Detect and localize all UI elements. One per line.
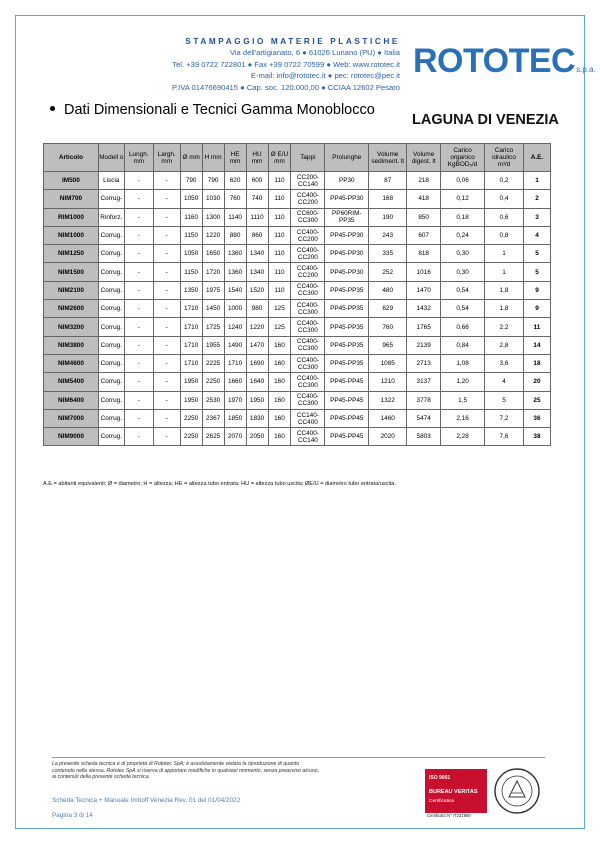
table-cell: 1450 [202, 300, 224, 318]
table-cell: - [153, 172, 180, 190]
table-cell: 5 [523, 263, 550, 281]
table-cell: 3 [523, 208, 550, 226]
table-cell: 25 [523, 391, 550, 409]
table-cell: 5 [485, 391, 524, 409]
table-cell: 0,06 [441, 172, 485, 190]
table-cell: 160 [268, 336, 291, 354]
table-cell: Corrug. [98, 391, 124, 409]
table-cell: 0,66 [441, 318, 485, 336]
table-cell: - [153, 336, 180, 354]
table-cell: 818 [407, 245, 441, 263]
table-cell: 243 [369, 226, 407, 244]
table-cell: CC400-CC300 [291, 281, 325, 299]
table-cell: 1460 [369, 409, 407, 427]
table-cell: 1360 [224, 245, 246, 263]
table-cell: 1725 [202, 318, 224, 336]
table-cell: 1975 [202, 281, 224, 299]
table-row [44, 409, 551, 427]
table-cell: 1950 [246, 391, 268, 409]
table-cell: - [153, 373, 180, 391]
table-cell: 2,8 [485, 336, 524, 354]
table-row [44, 336, 551, 354]
table-cell: 4 [485, 373, 524, 391]
table-cell: 1030 [202, 190, 224, 208]
table-cell: 160 [268, 428, 291, 446]
article-cell: NIM3800 [44, 336, 99, 354]
table-row [44, 190, 551, 208]
table-cell: 1016 [407, 263, 441, 281]
table-cell: Liscia [98, 172, 124, 190]
company-header [160, 36, 400, 93]
table-cell: 2,16 [441, 409, 485, 427]
bullet-icon [50, 106, 55, 111]
table-cell: 1710 [180, 336, 202, 354]
table-cell: 1,5 [441, 391, 485, 409]
table-cell: 20 [523, 373, 550, 391]
table-cell: 1710 [180, 354, 202, 372]
table-cell: - [124, 263, 153, 281]
table-cell: 2250 [180, 409, 202, 427]
table-cell: 38 [523, 428, 550, 446]
table-cell: 1490 [224, 336, 246, 354]
table-cell: 1350 [180, 281, 202, 299]
table-cell: 0,54 [441, 281, 485, 299]
table-cell: 0,12 [441, 190, 485, 208]
col-header: Volume sediment. lt [369, 144, 407, 172]
table-cell: CC400-CC200 [291, 245, 325, 263]
table-cell: 1240 [224, 318, 246, 336]
table-cell: Corrug- [98, 190, 124, 208]
table-cell: PP45-PP35 [325, 318, 369, 336]
table-cell: 790 [202, 172, 224, 190]
article-cell: NIM2600 [44, 300, 99, 318]
table-cell: 1470 [407, 281, 441, 299]
table-cell: 1640 [246, 373, 268, 391]
table-row [44, 281, 551, 299]
table-cell: 1950 [180, 391, 202, 409]
table-cell: 1710 [224, 354, 246, 372]
table-cell: CC400-CC300 [291, 336, 325, 354]
page-subtitle: LAGUNA DI VENEZIA [412, 112, 559, 128]
table-cell: 480 [369, 281, 407, 299]
article-cell: NIM1250 [44, 245, 99, 263]
col-header: Ø E/U mm [268, 144, 291, 172]
table-cell: Corrug. [98, 318, 124, 336]
table-cell: 0,8 [485, 226, 524, 244]
table-cell: 0,54 [441, 300, 485, 318]
table-cell: PP45-PP35 [325, 300, 369, 318]
table-cell: PP45-PP45 [325, 428, 369, 446]
table-cell: 1210 [369, 373, 407, 391]
table-cell: 160 [268, 409, 291, 427]
table-cell: 7,2 [485, 409, 524, 427]
col-header: Volume digest. lt [407, 144, 441, 172]
table-cell: 218 [407, 172, 441, 190]
table-cell: 1650 [202, 245, 224, 263]
table-cell: 252 [369, 263, 407, 281]
table-cell: 14 [523, 336, 550, 354]
table-cell: 1150 [180, 263, 202, 281]
col-header: Carico organico KgBOD₅/d [441, 144, 485, 172]
table-cell: - [124, 208, 153, 226]
table-cell: 2625 [202, 428, 224, 446]
table-cell: 880 [224, 226, 246, 244]
table-cell: 2,2 [485, 318, 524, 336]
table-cell: - [124, 354, 153, 372]
table-cell: CC400-CC200 [291, 190, 325, 208]
table-cell: 0,18 [441, 208, 485, 226]
table-cell: 0,30 [441, 263, 485, 281]
col-header: Lungh. mm [124, 144, 153, 172]
table-cell: 3,6 [485, 354, 524, 372]
table-cell: 760 [224, 190, 246, 208]
table-cell: 1,8 [485, 281, 524, 299]
table-cell: CC140-CC400 [291, 409, 325, 427]
table-cell: 110 [268, 245, 291, 263]
table-cell: - [153, 391, 180, 409]
table-cell: 2070 [224, 428, 246, 446]
table-cell: 110 [268, 208, 291, 226]
col-header: Largh. mm [153, 144, 180, 172]
company-fiscal: P.IVA 01476690415 ● Cap. soc. 120.000,00 ● CCIAA 12602 Pesaro [171, 82, 400, 92]
table-cell: 110 [268, 226, 291, 244]
table-cell: PP45-PP30 [325, 190, 369, 208]
col-header: Tappi [291, 144, 325, 172]
table-cell: 850 [407, 208, 441, 226]
table-cell: 1050 [180, 245, 202, 263]
table-cell: 0,84 [441, 336, 485, 354]
table-cell: PP60RIM-PP35 [325, 208, 369, 226]
document-reference: Scheda Tecnica + Manuale Imhoff Venezia Rev. 01 del 01/04/2022 [52, 797, 241, 804]
table-cell: 18 [523, 354, 550, 372]
table-cell: 2050 [246, 428, 268, 446]
table-cell: 965 [369, 336, 407, 354]
col-header: H mm [202, 144, 224, 172]
article-cell: NIM2100 [44, 281, 99, 299]
table-cell: - [124, 245, 153, 263]
table-cell: 629 [369, 300, 407, 318]
table-cell: 0,30 [441, 245, 485, 263]
table-cell: 3137 [407, 373, 441, 391]
table-cell: - [124, 226, 153, 244]
table-cell: Corrug. [98, 226, 124, 244]
table-row [44, 172, 551, 190]
table-cell: 1540 [224, 281, 246, 299]
table-cell: 0,24 [441, 226, 485, 244]
table-cell: PP45-PP30 [325, 226, 369, 244]
table-cell: 5474 [407, 409, 441, 427]
table-cell: Corrug. [98, 245, 124, 263]
table-cell: 1300 [202, 208, 224, 226]
table-cell: 1000 [224, 300, 246, 318]
table-row [44, 391, 551, 409]
table-cell: 2020 [369, 428, 407, 446]
col-header: Prolunghe [325, 144, 369, 172]
table-cell: 110 [268, 263, 291, 281]
table-cell: - [153, 263, 180, 281]
table-cell: 36 [523, 409, 550, 427]
col-header: Articolo [44, 144, 99, 172]
table-cell: 3778 [407, 391, 441, 409]
table-cell: - [124, 281, 153, 299]
table-cell: 4 [523, 226, 550, 244]
table-cell: 110 [268, 190, 291, 208]
certification-badge [425, 763, 545, 819]
table-cell: 125 [268, 300, 291, 318]
table-cell: 1830 [246, 409, 268, 427]
article-cell: NIM5400 [44, 373, 99, 391]
bureau-veritas-seal-icon [493, 763, 541, 819]
company-address: Via dell'artigianato, 6 ● 61026 Lunano (PU) ● Italia [229, 48, 400, 58]
table-cell: CC400-CC200 [291, 226, 325, 244]
article-cell: NIM4600 [44, 354, 99, 372]
table-header-row [44, 144, 551, 172]
page-number: Pagina 3 di 14 [52, 812, 93, 819]
table-row [44, 245, 551, 263]
table-cell: PP45-PP45 [325, 373, 369, 391]
table-row [44, 428, 551, 446]
table-cell: CC400-CC300 [291, 373, 325, 391]
table-cell: 125 [268, 318, 291, 336]
table-cell: 1140 [224, 208, 246, 226]
table-cell: 1 [523, 172, 550, 190]
col-header: HU mm [246, 144, 268, 172]
company-contacts: Tel. +39 0722 722801 ● Fax +39 0722 70599 ● Web: www.rototec.it [172, 59, 400, 69]
article-cell: NIM9000 [44, 428, 99, 446]
footer-disclaimer: La presente scheda tecnica è di proprietà di Rototec SpA; è assolutamente vietata la riproduzione di quanto contenuto nella stessa. Rototec SpA si riserva di apportare modifiche in qualsiasi momento, senza preavviso alcuno, ai contenuti della presente scheda tecnica. [52, 761, 320, 781]
table-cell: - [124, 318, 153, 336]
table-cell: Corrug. [98, 300, 124, 318]
table-cell: - [153, 281, 180, 299]
table-cell: PP45-PP35 [325, 354, 369, 372]
table-cell: 1050 [180, 190, 202, 208]
table-cell: 2 [523, 190, 550, 208]
company-email: E-mail: info@rototec.it ● pec: rototec@pec.it [250, 71, 400, 81]
table-cell: 1432 [407, 300, 441, 318]
table-cell: 418 [407, 190, 441, 208]
table-cell: - [124, 300, 153, 318]
article-cell: NIM1000 [44, 226, 99, 244]
col-header: A.E. [523, 144, 550, 172]
table-cell: 1,20 [441, 373, 485, 391]
page-title: Dati Dimensionali e Tecnici Gamma Monoblocco [50, 102, 375, 118]
table-cell: - [153, 300, 180, 318]
table-row [44, 373, 551, 391]
table-cell: 1160 [180, 208, 202, 226]
table-cell: - [153, 226, 180, 244]
table-cell: 620 [224, 172, 246, 190]
table-cell: - [153, 245, 180, 263]
table-cell: - [153, 428, 180, 446]
table-cell: - [124, 391, 153, 409]
table-cell: Corrug. [98, 263, 124, 281]
table-cell: 1470 [246, 336, 268, 354]
table-cell: CC400-CC300 [291, 391, 325, 409]
col-header: Ø mm [180, 144, 202, 172]
table-cell: 11 [523, 318, 550, 336]
table-cell: 980 [246, 300, 268, 318]
table-cell: 0,6 [485, 208, 524, 226]
table-cell: - [124, 428, 153, 446]
table-cell: - [124, 336, 153, 354]
table-cell: - [153, 409, 180, 427]
article-cell: RIM1000 [44, 208, 99, 226]
table-cell: 1322 [369, 391, 407, 409]
table-cell: Corrug. [98, 336, 124, 354]
table-cell: 1950 [180, 373, 202, 391]
table-row [44, 226, 551, 244]
table-cell: 1360 [224, 263, 246, 281]
table-cell: PP45-PP30 [325, 263, 369, 281]
table-cell: 0,2 [485, 172, 524, 190]
table-cell: 160 [268, 354, 291, 372]
table-cell: 1150 [180, 226, 202, 244]
table-cell: PP45-PP45 [325, 391, 369, 409]
footer-divider [52, 757, 545, 758]
table-cell: - [153, 354, 180, 372]
table-cell: 87 [369, 172, 407, 190]
certificate-number: Certificato N° IT231900 [427, 813, 471, 818]
table-cell: 1220 [202, 226, 224, 244]
article-cell: NIM3200 [44, 318, 99, 336]
table-row [44, 300, 551, 318]
table-cell: Corrug. [98, 428, 124, 446]
table-cell: Rinforz. [98, 208, 124, 226]
table-cell: - [124, 373, 153, 391]
table-cell: CC400-CC300 [291, 318, 325, 336]
table-cell: 1690 [246, 354, 268, 372]
table-cell: 1110 [246, 208, 268, 226]
bureau-veritas-box: ISO 9001 BUREAU VERITAS Certification [425, 769, 487, 813]
table-cell: 607 [407, 226, 441, 244]
table-cell: 790 [180, 172, 202, 190]
article-cell: NIM1500 [44, 263, 99, 281]
table-cell: 9 [523, 281, 550, 299]
table-cell: 7,6 [485, 428, 524, 446]
table-cell: - [124, 190, 153, 208]
table-cell: 9 [523, 300, 550, 318]
table-cell: PP30 [325, 172, 369, 190]
table-cell: 1660 [224, 373, 246, 391]
table-cell: Corrug. [98, 354, 124, 372]
table-row [44, 354, 551, 372]
table-cell: 168 [369, 190, 407, 208]
table-cell: 160 [268, 391, 291, 409]
table-cell: 110 [268, 281, 291, 299]
table-cell: 190 [369, 208, 407, 226]
table-cell: 2139 [407, 336, 441, 354]
table-cell: - [153, 208, 180, 226]
table-cell: 1955 [202, 336, 224, 354]
table-cell: 1765 [407, 318, 441, 336]
table-cell: 1710 [180, 318, 202, 336]
article-cell: NIM700 [44, 190, 99, 208]
table-cell: CC400-CC300 [291, 300, 325, 318]
table-cell: 5 [523, 245, 550, 263]
table-cell: 110 [268, 172, 291, 190]
table-cell: 2250 [180, 428, 202, 446]
table-cell: PP45-PP45 [325, 409, 369, 427]
table-cell: 1,08 [441, 354, 485, 372]
table-cell: CC400-CC200 [291, 263, 325, 281]
table-cell: 760 [369, 318, 407, 336]
table-cell: 0,4 [485, 190, 524, 208]
table-cell: CC600-CC300 [291, 208, 325, 226]
table-cell: 1 [485, 245, 524, 263]
table-cell: 2250 [202, 373, 224, 391]
col-header: Modell o [98, 144, 124, 172]
article-cell: IM500 [44, 172, 99, 190]
table-cell: PP45-PP30 [325, 245, 369, 263]
article-cell: NIM6400 [44, 391, 99, 409]
table-cell: 2530 [202, 391, 224, 409]
article-cell: NIM7000 [44, 409, 99, 427]
table-cell: 160 [268, 373, 291, 391]
table-cell: PP45-PP35 [325, 336, 369, 354]
table-cell: 2225 [202, 354, 224, 372]
table-footnote: A.E.= abitanti equivalenti: Ø = diametro; H = altezza; HE = altezza tubo entrata; HU = altezza tubo uscita; ØE/U = diametro tubo entrata/uscita. [43, 481, 396, 487]
table-cell: 335 [369, 245, 407, 263]
table-cell: Corrug. [98, 281, 124, 299]
table-cell: 1720 [202, 263, 224, 281]
table-cell: PP45-PP35 [325, 281, 369, 299]
table-cell: 2713 [407, 354, 441, 372]
table-cell: 1340 [246, 263, 268, 281]
col-header: HE mm [224, 144, 246, 172]
table-cell: 740 [246, 190, 268, 208]
company-name: STAMPAGGIO MATERIE PLASTICHE [185, 37, 400, 46]
table-cell: - [153, 190, 180, 208]
table-cell: 1085 [369, 354, 407, 372]
table-cell: 5803 [407, 428, 441, 446]
table-cell: 860 [246, 226, 268, 244]
rototec-logo: ROTOTECs.p.a. [413, 42, 596, 80]
table-cell: 1340 [246, 245, 268, 263]
spec-table [43, 143, 551, 446]
table-cell: 1 [485, 263, 524, 281]
table-cell: 1220 [246, 318, 268, 336]
table-row [44, 208, 551, 226]
table-cell: 1970 [224, 391, 246, 409]
table-cell: CC400-CC140 [291, 428, 325, 446]
table-cell: 1520 [246, 281, 268, 299]
table-cell: - [153, 318, 180, 336]
table-cell: 1710 [180, 300, 202, 318]
table-cell: Corrug. [98, 373, 124, 391]
table-cell: 2367 [202, 409, 224, 427]
table-row [44, 318, 551, 336]
table-cell: 600 [246, 172, 268, 190]
table-cell: 1,8 [485, 300, 524, 318]
table-cell: Corrug. [98, 409, 124, 427]
table-cell: - [124, 409, 153, 427]
table-cell: 2,28 [441, 428, 485, 446]
table-cell: 1850 [224, 409, 246, 427]
table-row [44, 263, 551, 281]
table-cell: CC400-CC300 [291, 354, 325, 372]
col-header: Carico idraulico m³/d [485, 144, 524, 172]
table-cell: - [124, 172, 153, 190]
table-cell: CC200-CC140 [291, 172, 325, 190]
